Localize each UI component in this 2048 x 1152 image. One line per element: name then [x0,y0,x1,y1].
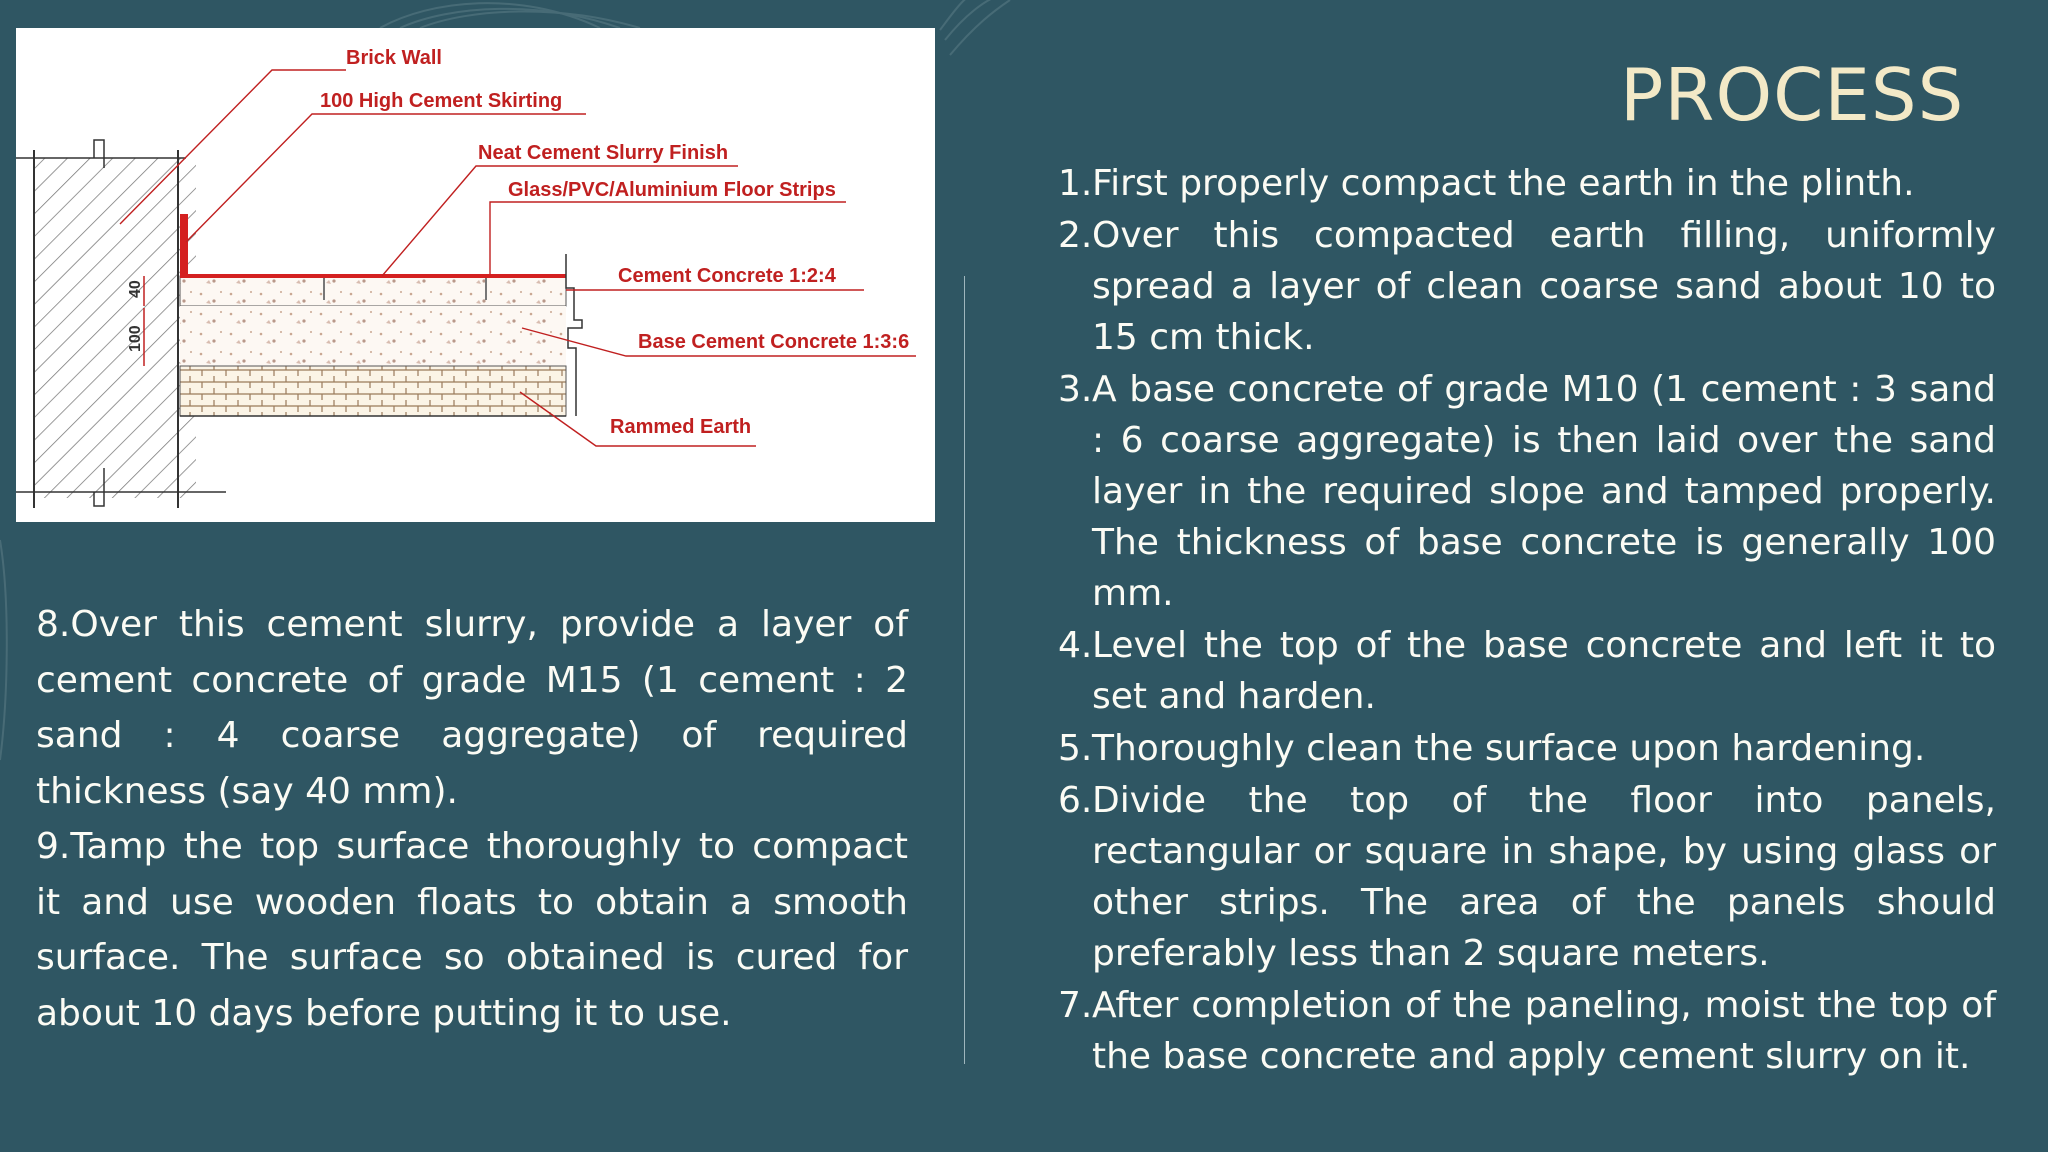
brick-wall-section [34,158,196,498]
top-cement-concrete-layer [180,276,566,306]
step-text: A base concrete of grade M10 (1 cement : 3 sand : 6 coarse aggregate) is then laid over the sand layer in the required slope and tamped properly. The thickness of base concrete is generally 100 mm. [1092,369,1996,614]
step-2 [1058,210,1996,363]
step-text: Divide the top of the floor into panels, rectangular or square in shape, by using glass or other strips. The area of the panels should preferably less than 2 square meters. [1092,780,1996,974]
column-divider [964,276,965,1064]
page-title: PROCESS [1620,53,1965,137]
dimension-label-base: 100 [127,325,144,352]
step-number: 7. [1058,985,1093,1026]
step-3 [1058,364,1996,619]
step-text: Thoroughly clean the surface upon hardening. [1092,728,1926,769]
process-steps-right [1058,158,1996,1083]
label-skirting: 100 High Cement Skirting [320,90,563,112]
step-6 [1058,775,1996,979]
floor-section-drawing [16,28,935,522]
process-steps-left [36,597,908,1041]
label-rammed-earth: Rammed Earth [610,416,752,438]
step-text: Tamp the top surface thoroughly to compact it and use wooden floats to obtain a smooth surface. The surface so obtained is cured for about 10 days before putting it to use. [36,826,908,1034]
step-8 [36,597,908,819]
label-brick-wall: Brick Wall [346,47,442,69]
slurry-finish-line [180,274,566,278]
step-text: First properly compact the earth in the plinth. [1092,163,1915,204]
label-slurry-finish: Neat Cement Slurry Finish [478,142,729,164]
step-text: Level the top of the base concrete and left it to set and harden. [1092,625,1996,717]
label-cement-concrete: Cement Concrete 1:2:4 [618,265,836,287]
step-1 [1058,158,1996,209]
label-base-concrete: Base Cement Concrete 1:3:6 [638,331,910,353]
step-number: 2. [1058,215,1093,256]
step-body [36,597,908,819]
step-number: 3. [1058,369,1093,410]
step-7 [1058,980,1996,1082]
step-number: 4. [1058,625,1093,666]
step-9 [36,819,908,1041]
step-number: 6. [1058,780,1093,821]
step-number: 1. [1058,163,1093,204]
label-floor-strips: Glass/PVC/Aluminium Floor Strips [508,179,836,201]
step-body [36,819,908,1041]
step-text: Over this compacted earth filling, uniformly spread a layer of clean coarse sand about 10 to 15 cm thick. [1092,215,1996,358]
dimension-label-top: 40 [127,280,144,298]
step-text: After completion of the paneling, moist the top of the base concrete and apply cement slurry on it. [1092,985,1996,1077]
rammed-earth-layer [180,366,566,416]
base-concrete-layer [180,306,566,368]
floor-section-diagram [16,28,935,522]
step-4 [1058,620,1996,722]
step-number: 5. [1058,728,1093,769]
step-5 [1058,723,1996,774]
step-number: 9. [36,826,71,867]
skirting-strip [180,214,188,276]
step-number: 8. [36,604,71,645]
step-text: Over this cement slurry, provide a layer of cement concrete of grade M15 (1 cement : 2 sand : 4 coarse aggregate) of required thickness (say 40 mm). [36,604,908,812]
